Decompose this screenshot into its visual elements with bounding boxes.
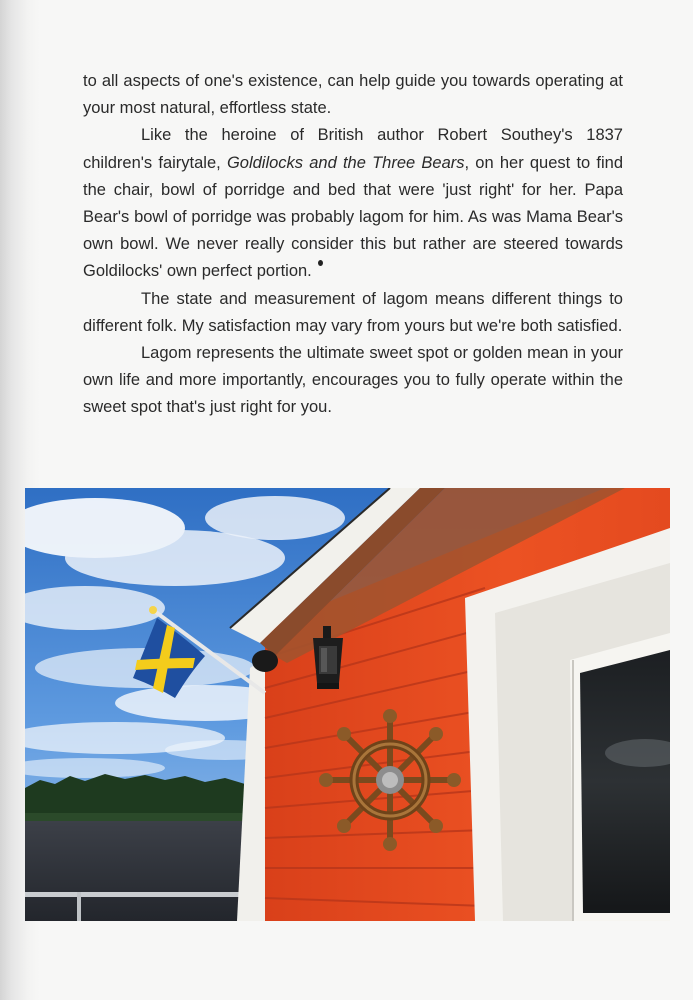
paragraph-1-text: to all aspects of one's existence, can help guide you towards operating at your most natural, effortless state. — [83, 72, 623, 118]
paragraph-2-text-before: Like the heroine of British author Robert Southey's 1837 children's fairytale, — [83, 126, 623, 172]
photo-red-cabin-with-swedish-flag — [25, 488, 670, 921]
flag-bracket — [252, 650, 278, 672]
paragraph-2-text-after: , on her quest to find the chair, bowl of porridge and bed that were 'just right' for her. Papa Bear's bowl of porridge was probably lagom for him. As was Mama Bear's own bowl. We never really consider this but rather are steered towards Goldilocks' own perfect portion. — [83, 153, 624, 281]
body-text — [83, 68, 623, 422]
paragraph-3-text: The state and measurement of lagom means different things to different folk. My satisfaction may vary from yours but we're both satisfied. — [83, 289, 623, 335]
paragraph-4-text: Lagom represents the ultimate sweet spot or golden mean in your own life and more importantly, encourages you to fully operate within the sweet spot that's just right for you. — [83, 344, 623, 417]
book-title-italic: Goldilocks and the Three Bears — [226, 153, 465, 172]
photo-illustration — [25, 488, 670, 921]
flag-pole-finial — [149, 606, 157, 614]
paragraph-measurement — [83, 286, 623, 340]
railing-post — [77, 892, 81, 921]
shoreline — [25, 813, 250, 821]
paragraph-continuation — [83, 68, 623, 122]
stray-ink-dot — [318, 260, 323, 266]
paragraph-goldilocks — [83, 122, 623, 285]
paragraph-sweet-spot — [83, 340, 623, 422]
ship-wheel — [319, 709, 461, 851]
deck-railing — [25, 892, 250, 897]
lake-water — [25, 821, 250, 921]
